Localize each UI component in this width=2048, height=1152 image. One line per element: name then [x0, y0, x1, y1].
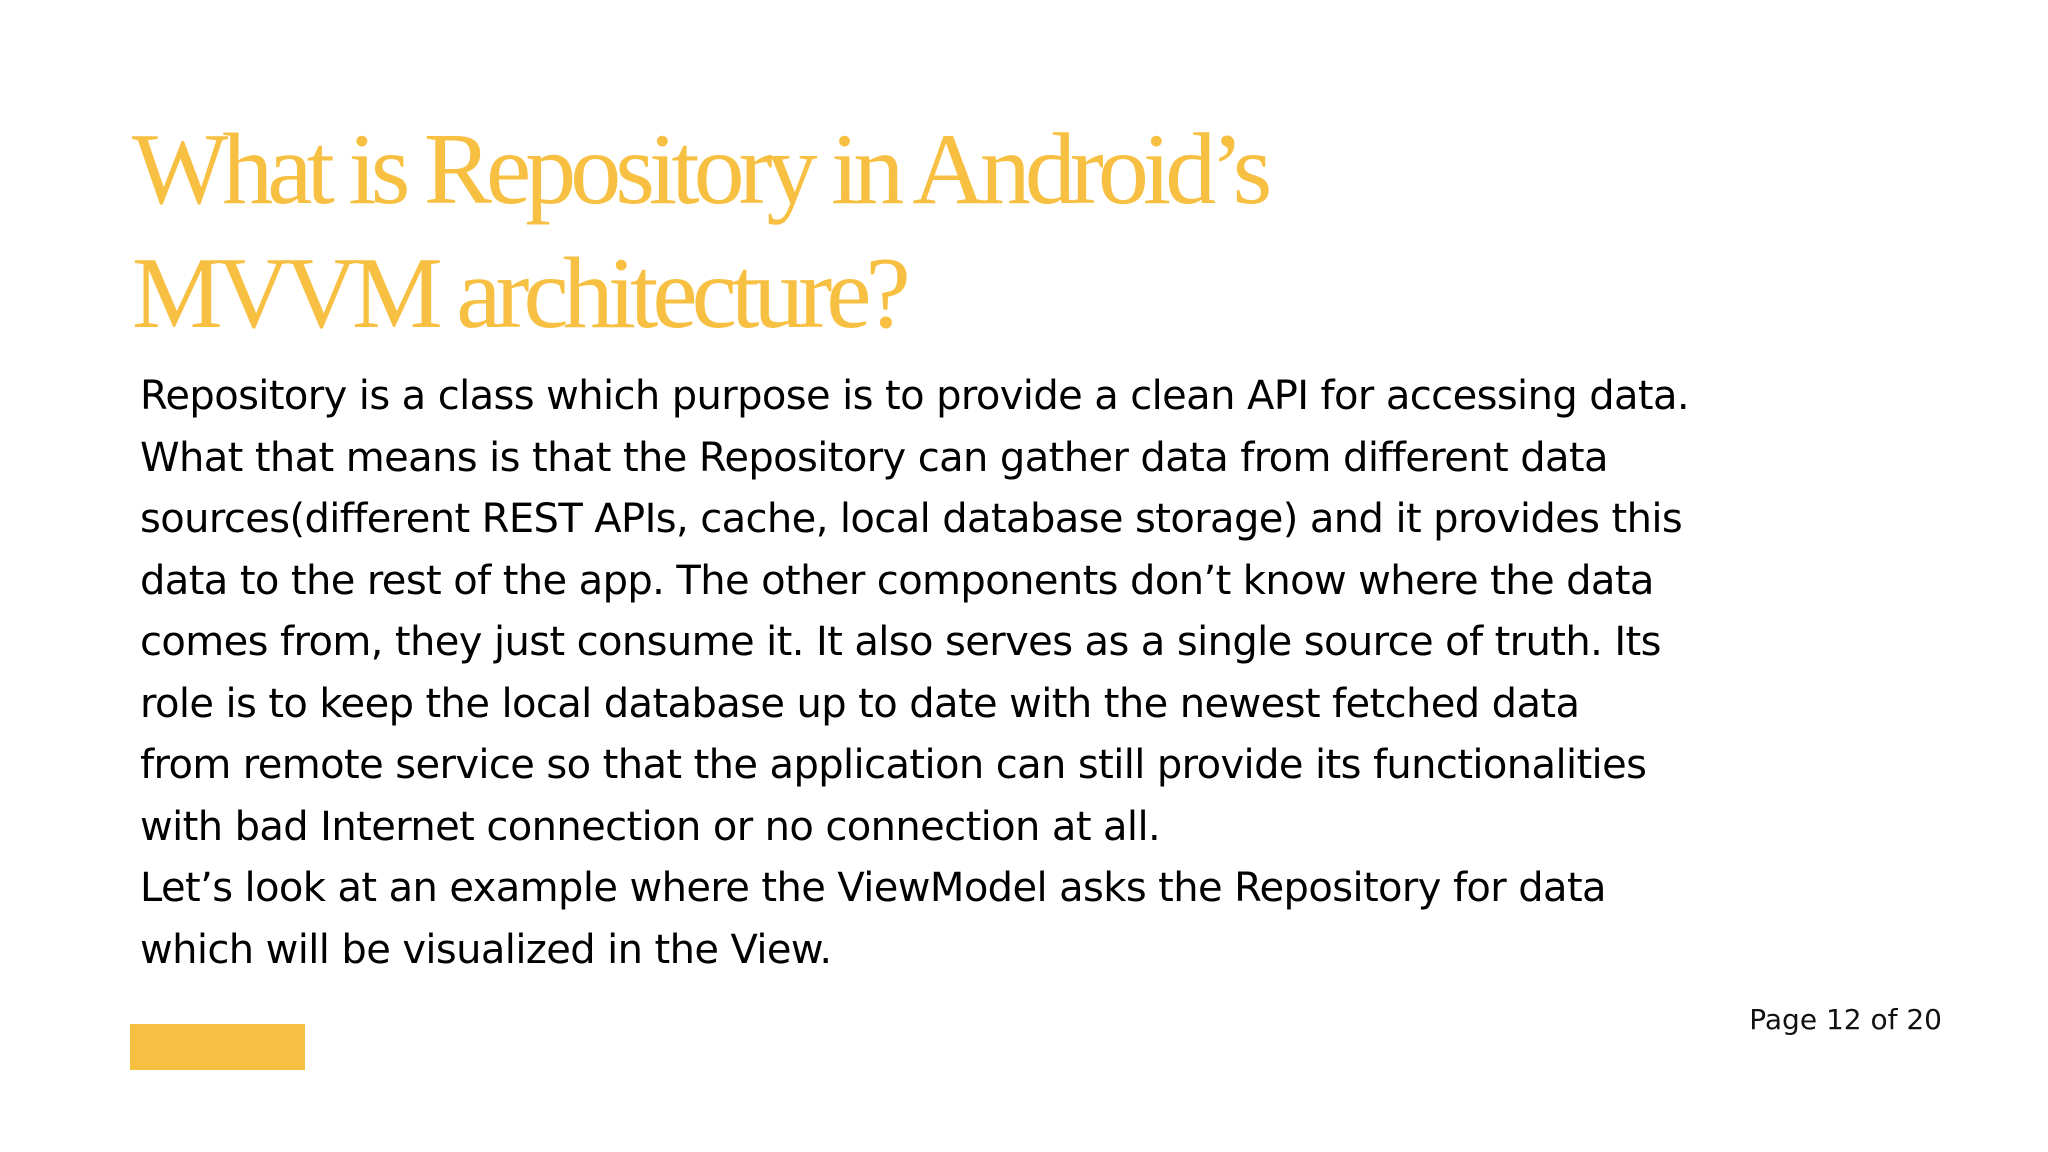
body-line: with bad Internet connection or no connection at all. — [140, 803, 1161, 850]
body-line: Let’s look at an example where the ViewModel asks the Repository for data — [140, 865, 1606, 911]
slide-body-text — [140, 366, 1940, 981]
body-line: comes from, they just consume it. It also serves as a single source of truth. Its — [140, 619, 1661, 665]
title-line: What is Repository in Android’s — [132, 113, 1267, 226]
body-line: What that means is that the Repository can gather data from different data — [140, 434, 1608, 481]
body-line: from remote service so that the application can still provide its functionalities — [140, 742, 1647, 788]
page-number: Page 12 of 20 — [1749, 1003, 1942, 1036]
body-line: sources(different REST APIs, cache, local database storage) and it provides this — [140, 496, 1683, 542]
accent-bar — [130, 1024, 305, 1070]
slide-title — [132, 108, 1632, 356]
body-line: role is to keep the local database up to date with the newest fetched data — [140, 680, 1580, 727]
title-line: MVVM architecture? — [132, 237, 905, 350]
body-line: which will be visualized in the View. — [140, 926, 832, 973]
body-line: Repository is a class which purpose is to provide a clean API for accessing data. — [140, 373, 1690, 419]
body-line: data to the rest of the app. The other components don’t know where the data — [140, 557, 1654, 604]
